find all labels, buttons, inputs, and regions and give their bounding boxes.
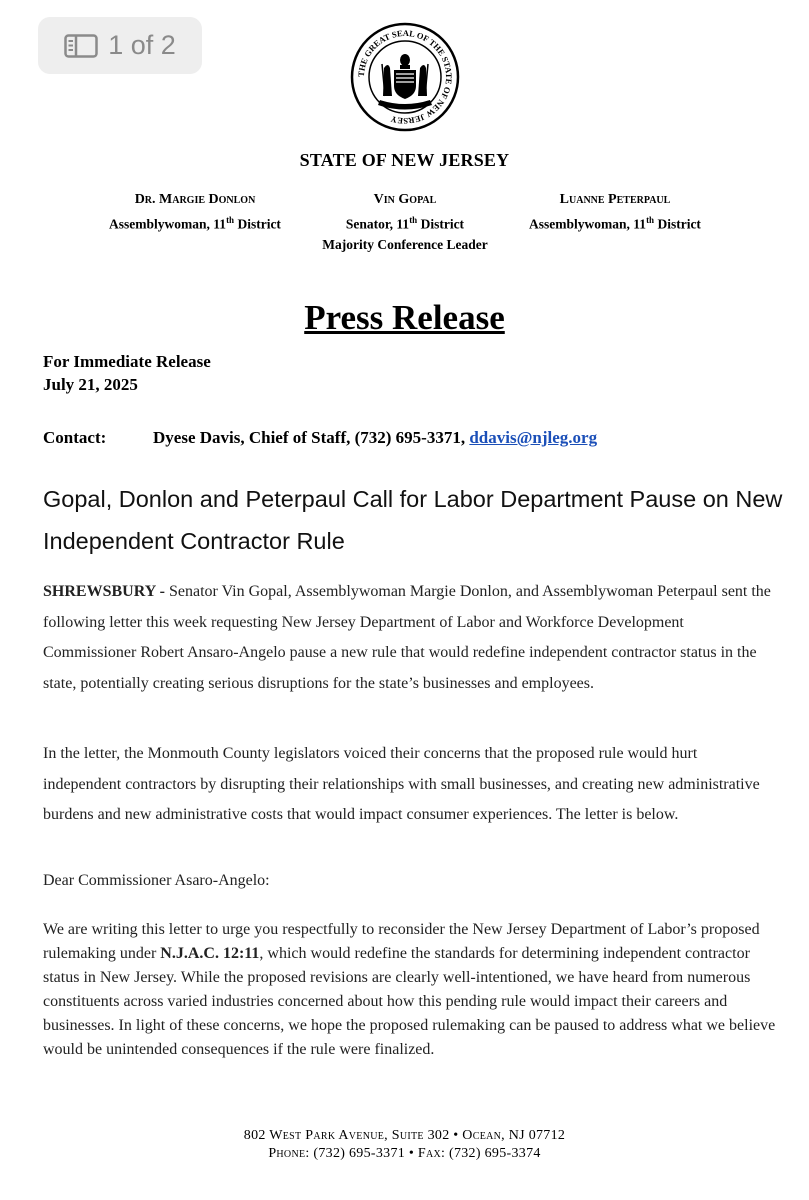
contact-email-link[interactable]: ddavis@njleg.org <box>469 428 598 447</box>
paragraph-concerns: In the letter, the Monmouth County legislators voiced their concerns that the proposed rule would hurt independent contractors by disrupting their relationships with small businesses, and creating new administrative burdens and new administrative costs that would impact consumer experiences. The letter is below. <box>43 745 760 823</box>
state-title: STATE OF NEW JERSEY <box>299 150 510 170</box>
legislator-name: Vin Gopal <box>373 192 437 207</box>
page-indicator-text: 1 of 2 <box>108 30 176 60</box>
page-indicator-badge[interactable] <box>38 17 202 74</box>
headline: Gopal, Donlon and Peterpaul Call for Labor Department Pause on New Independent Contractor Rule <box>43 486 783 554</box>
dateline: SHREWSBURY - <box>43 583 169 600</box>
sidebar-icon[interactable] <box>64 34 98 58</box>
footer-phones: Phone: (732) 695-3371 • Fax: (732) 695-3374 <box>268 1146 541 1161</box>
letter-paragraph: We are writing this letter to urge you respectfully to reconsider the New Jersey Department of Labor’s proposed rulemaking under N.J.A.C. 12:11, which would redefine the standards for determining independent contractor status in New Jersey. While the proposed revisions are clearly well-intentioned, we have heard from numerous constituents across varied industries concerned about how this pending rule would impact their careers and businesses. In light of these concerns, we hope the proposed rulemaking can be paused to address what we believe would be unintended consequences if the rule were finalized. <box>43 921 776 1058</box>
svg-text:THE GREAT SEAL OF THE STATE OF: THE GREAT SEAL OF THE STATE OF NEW JERSEY <box>355 27 455 127</box>
legislator-name: Dr. Margie Donlon <box>134 192 256 207</box>
legislator-donlon <box>95 190 295 235</box>
legislator-title: Assemblywoman, 11th District <box>109 215 281 232</box>
letter-salutation: Dear Commissioner Asaro-Angelo: <box>43 872 270 889</box>
press-release-heading: Press Release <box>304 298 505 337</box>
contact-line <box>43 428 597 448</box>
legislator-role: Majority Conference Leader <box>322 236 488 252</box>
legislator-gopal <box>300 190 510 255</box>
legislator-title: Senator, 11th District <box>345 215 465 232</box>
regulation-code: N.J.A.C. 12:11 <box>160 945 260 962</box>
contact-label: Contact: <box>43 428 107 447</box>
footer-address: 802 West Park Avenue, Suite 302 • Ocean, NJ 07712 <box>243 1128 566 1143</box>
paragraph-intro: SHREWSBURY - Senator Vin Gopal, Assemblywoman Margie Donlon, and Assemblywoman Peterpaul sent the following letter this week requesting New Jersey Department of Labor and Workforce Development Commissioner Robert Ansaro-Angelo pause a new rule that would redefine independent contractor status in the state, potentially creating serious disruptions for the state’s businesses and employees. <box>43 583 771 692</box>
legislator-title: Assemblywoman, 11th District <box>529 215 701 232</box>
footer <box>0 1127 809 1163</box>
contact-text: Dyese Davis, Chief of Staff, (732) 695-3371, <box>153 428 470 447</box>
legislator-name: Luanne Peterpaul <box>559 192 671 207</box>
nj-state-seal <box>350 18 460 136</box>
release-info <box>43 350 211 396</box>
release-date: July 21, 2025 <box>43 375 138 394</box>
release-immediacy: For Immediate Release <box>43 352 211 371</box>
legislator-peterpaul <box>515 190 715 235</box>
